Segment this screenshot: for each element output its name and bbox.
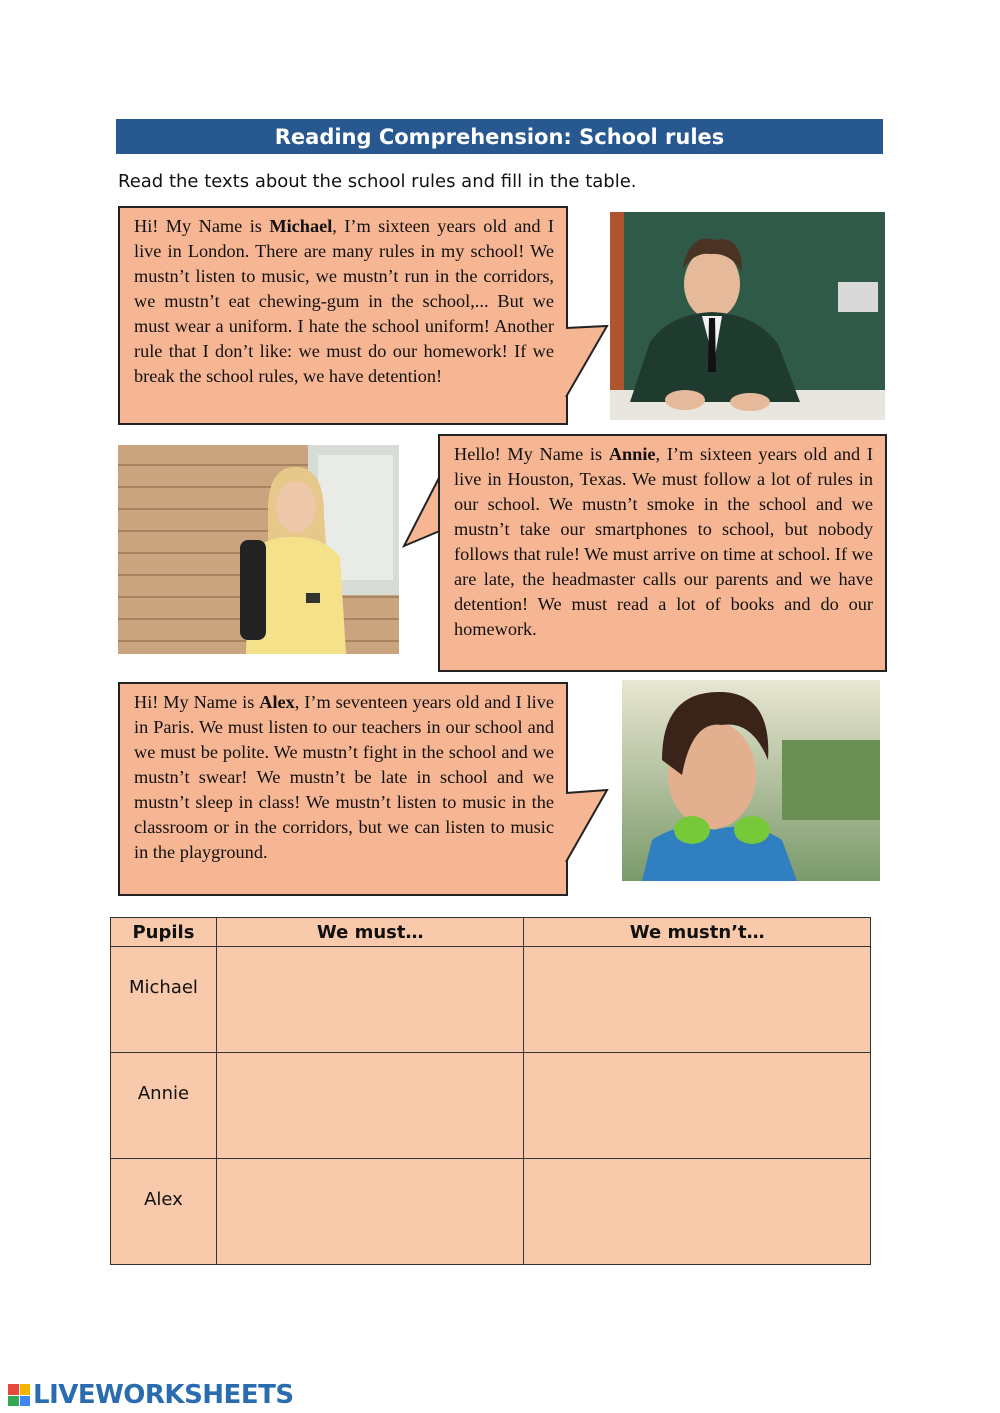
liveworksheets-logo[interactable] — [8, 1380, 294, 1410]
answer-cell-annie-mustnt[interactable] — [524, 1053, 871, 1159]
photo-annie — [118, 445, 399, 654]
pupil-name-michael: Michael — [111, 947, 217, 1053]
alex-name: Alex — [259, 692, 295, 712]
annie-text: Hello! My Name is Annie, I’m sixteen years old and I live in Houston, Texas. We must follow a lot of rules in our school. We mustn’t smoke in the school and we mustn’t take our smartphones to school, but nobody follows that rule! We must arrive on time at school. If we are late, the headmaster calls our parents and we have detention! We must read a lot of books and do our homework. — [454, 444, 873, 639]
speech-bubble-michael — [118, 206, 568, 425]
pupil-name-alex: Alex — [111, 1159, 217, 1265]
header-pupils: Pupils — [111, 918, 217, 947]
worksheet-title — [116, 119, 883, 154]
table-row — [111, 1053, 871, 1159]
header-we-mustnt: We mustn’t… — [524, 918, 871, 947]
photo-alex — [622, 680, 880, 881]
speech-bubble-alex — [118, 682, 568, 896]
photo-michael — [610, 212, 885, 420]
alex-text: Hi! My Name is Alex, I’m seventeen years old and I live in Paris. We must listen to our teachers in our school and we must be polite. We mustn’t fight in the school and we mustn’t swear! We mustn’t be late in school and we mustn’t sleep in class! We mustn’t listen to music in the classroom or in the corridors, but we can listen to music in the playground. — [134, 692, 555, 862]
answer-cell-michael-must[interactable] — [216, 947, 524, 1053]
annie-name: Annie — [608, 444, 656, 464]
speech-tail-alex — [565, 787, 610, 867]
speech-bubble-annie — [438, 434, 887, 672]
table-row — [111, 1159, 871, 1265]
table-header-row — [111, 918, 871, 947]
michael-name: Michael — [269, 216, 333, 236]
worksheet-title-text: Reading Comprehension: School rules — [274, 124, 725, 149]
logo-text: LIVEWORKSHEETS — [33, 1380, 294, 1410]
header-we-must: We must… — [216, 918, 524, 947]
answer-table — [110, 917, 871, 1265]
speech-tail-michael — [565, 322, 610, 402]
answer-cell-alex-must[interactable] — [216, 1159, 524, 1265]
table-row — [111, 947, 871, 1053]
answer-cell-annie-must[interactable] — [216, 1053, 524, 1159]
answer-cell-michael-mustnt[interactable] — [524, 947, 871, 1053]
michael-text: Hi! My Name is Michael, I’m sixteen years old and I live in London. There are many rules in my school! We mustn’t listen to music, we mustn’t run in the corridors, we mustn’t eat chewing-gum in the school,... But we must wear a uniform. I hate the school uniform! Another rule that I don’t like: we must do our homework! If we break the school rules, we have detention! — [134, 216, 555, 386]
logo-mark-icon — [8, 1384, 30, 1406]
instruction-text: Read the texts about the school rules and fill in the table. — [118, 171, 637, 192]
pupil-name-annie: Annie — [111, 1053, 217, 1159]
answer-cell-alex-mustnt[interactable] — [524, 1159, 871, 1265]
